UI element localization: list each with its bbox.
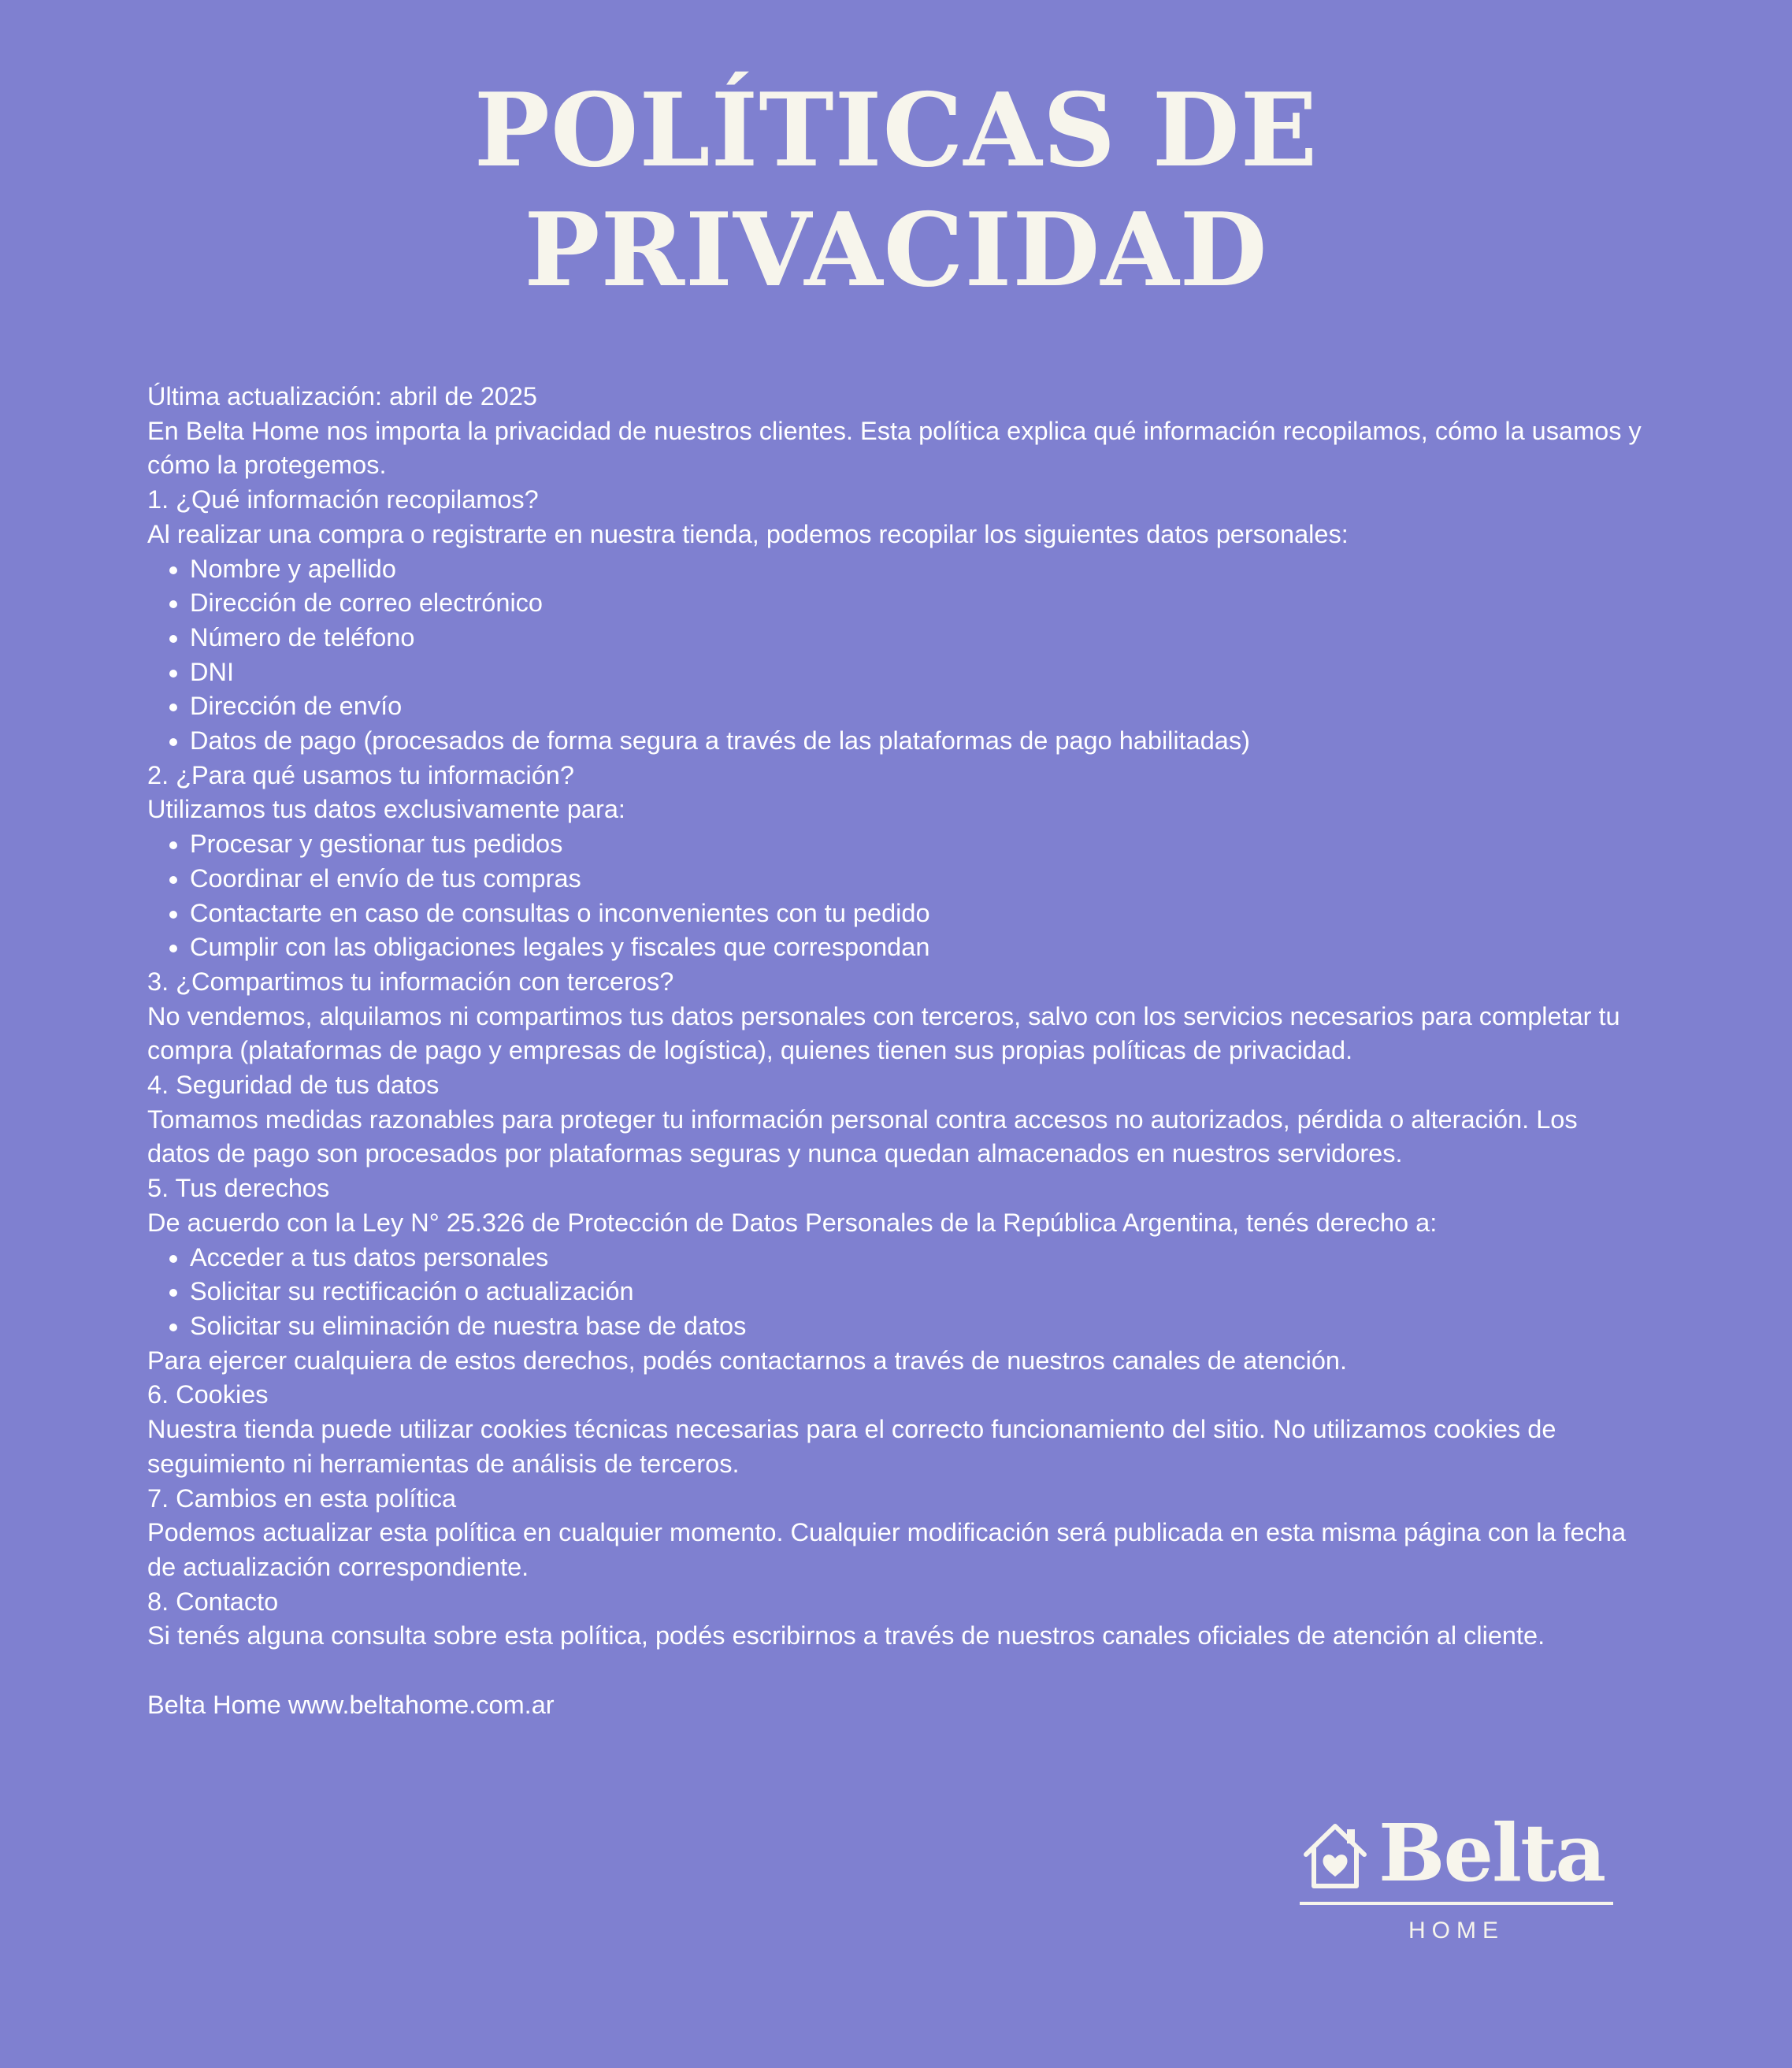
list-item: • Nombre y apellido bbox=[190, 552, 1644, 587]
logo-subtitle: HOME bbox=[1408, 1918, 1504, 1944]
last-updated: Última actualización: abril de 2025 bbox=[147, 382, 537, 410]
section-6-text: Nuestra tienda puede utilizar cookies técnicas necesarias para el correcto funcionamiento del sitio. No utilizamos cookies de seguimiento ni herramientas de análisis de terceros. bbox=[147, 1415, 1556, 1478]
section-4-text: Tomamos medidas razonables para proteger tu información personal contra accesos no autorizados, pérdida o alteración. Los datos de pago son procesados por plataformas seguras y nunca quedan almacenados en nuestros servidores. bbox=[147, 1105, 1578, 1168]
section-1-heading: 1. ¿Qué información recopilamos? bbox=[147, 485, 539, 514]
footer-text: Belta Home www.beltahome.com.ar bbox=[147, 1690, 555, 1719]
section-1-list bbox=[147, 552, 1644, 759]
section-5-list bbox=[147, 1241, 1644, 1344]
page-title bbox=[0, 71, 1792, 310]
section-2-text: Utilizamos tus datos exclusivamente para: bbox=[147, 795, 625, 824]
section-7-heading: 7. Cambios en esta política bbox=[147, 1483, 457, 1513]
list-item: • Procesar y gestionar tus pedidos bbox=[190, 827, 1644, 862]
list-item: • DNI bbox=[190, 655, 1644, 690]
section-2-heading: 2. ¿Para qué usamos tu información? bbox=[147, 760, 574, 789]
section-5-heading: 5. Tus derechos bbox=[147, 1174, 330, 1203]
list-item: • Solicitar su eliminación de nuestra base de datos bbox=[190, 1309, 1644, 1344]
list-item: • Número de teléfono bbox=[190, 621, 1644, 655]
house-heart-icon bbox=[1301, 1820, 1369, 1891]
list-item: • Acceder a tus datos personales bbox=[190, 1241, 1644, 1275]
intro-paragraph: En Belta Home nos importa la privacidad de nuestros clientes. Esta política explica qué información recopilamos, cómo la usamos y cómo la protegemos. bbox=[147, 416, 1642, 480]
list-item: • Datos de pago (procesados de forma segura a través de las plataformas de pago habilitadas) bbox=[190, 724, 1644, 759]
section-7-text: Podemos actualizar esta política en cualquier momento. Cualquier modificación será publicada en esta misma página con la fecha de actualización correspondiente. bbox=[147, 1518, 1627, 1581]
list-item: • Solicitar su rectificación o actualización bbox=[190, 1275, 1644, 1309]
list-item: • Contactarte en caso de consultas o inconvenientes con tu pedido bbox=[190, 897, 1644, 931]
section-4-heading: 4. Seguridad de tus datos bbox=[147, 1071, 440, 1100]
section-3-heading: 3. ¿Compartimos tu información con terceros? bbox=[147, 967, 674, 996]
section-8-text: Si tenés alguna consulta sobre esta política, podés escribirnos a través de nuestros canales oficiales de atención al cliente. bbox=[147, 1621, 1545, 1650]
list-item: • Coordinar el envío de tus compras bbox=[190, 862, 1644, 897]
list-item: • Cumplir con las obligaciones legales y fiscales que correspondan bbox=[190, 930, 1644, 965]
brand-logo bbox=[1300, 1806, 1615, 1954]
section-8-heading: 8. Contacto bbox=[147, 1587, 279, 1616]
logo-wordmark: Belta bbox=[1378, 1806, 1605, 1899]
policy-body bbox=[147, 380, 1644, 1722]
page-title-line-1: POLÍTICAS DE bbox=[473, 72, 1319, 190]
page-title-line-2: PRIVACIDAD bbox=[524, 191, 1268, 310]
logo-row bbox=[1300, 1806, 1615, 1899]
list-item: • Dirección de correo electrónico bbox=[190, 586, 1644, 621]
spacer bbox=[147, 1654, 1644, 1688]
section-1-text: Al realizar una compra o registrarte en nuestra tienda, podemos recopilar los siguientes datos personales: bbox=[147, 519, 1349, 548]
section-5-text: De acuerdo con la Ley N° 25.326 de Protección de Datos Personales de la República Argentina, tenés derecho a: bbox=[147, 1208, 1438, 1237]
section-2-list bbox=[147, 827, 1644, 965]
section-6-heading: 6. Cookies bbox=[147, 1380, 269, 1409]
list-item: • Dirección de envío bbox=[190, 689, 1644, 724]
section-5-after: Para ejercer cualquiera de estos derechos, podés contactarnos a través de nuestros canales de atención. bbox=[147, 1346, 1348, 1375]
section-3-text: No vendemos, alquilamos ni compartimos tus datos personales con terceros, salvo con los servicios necesarios para completar tu compra (plataformas de pago y empresas de logística), quienes tienen sus propias políticas de privacidad. bbox=[147, 1001, 1620, 1065]
logo-underline bbox=[1300, 1902, 1613, 1905]
